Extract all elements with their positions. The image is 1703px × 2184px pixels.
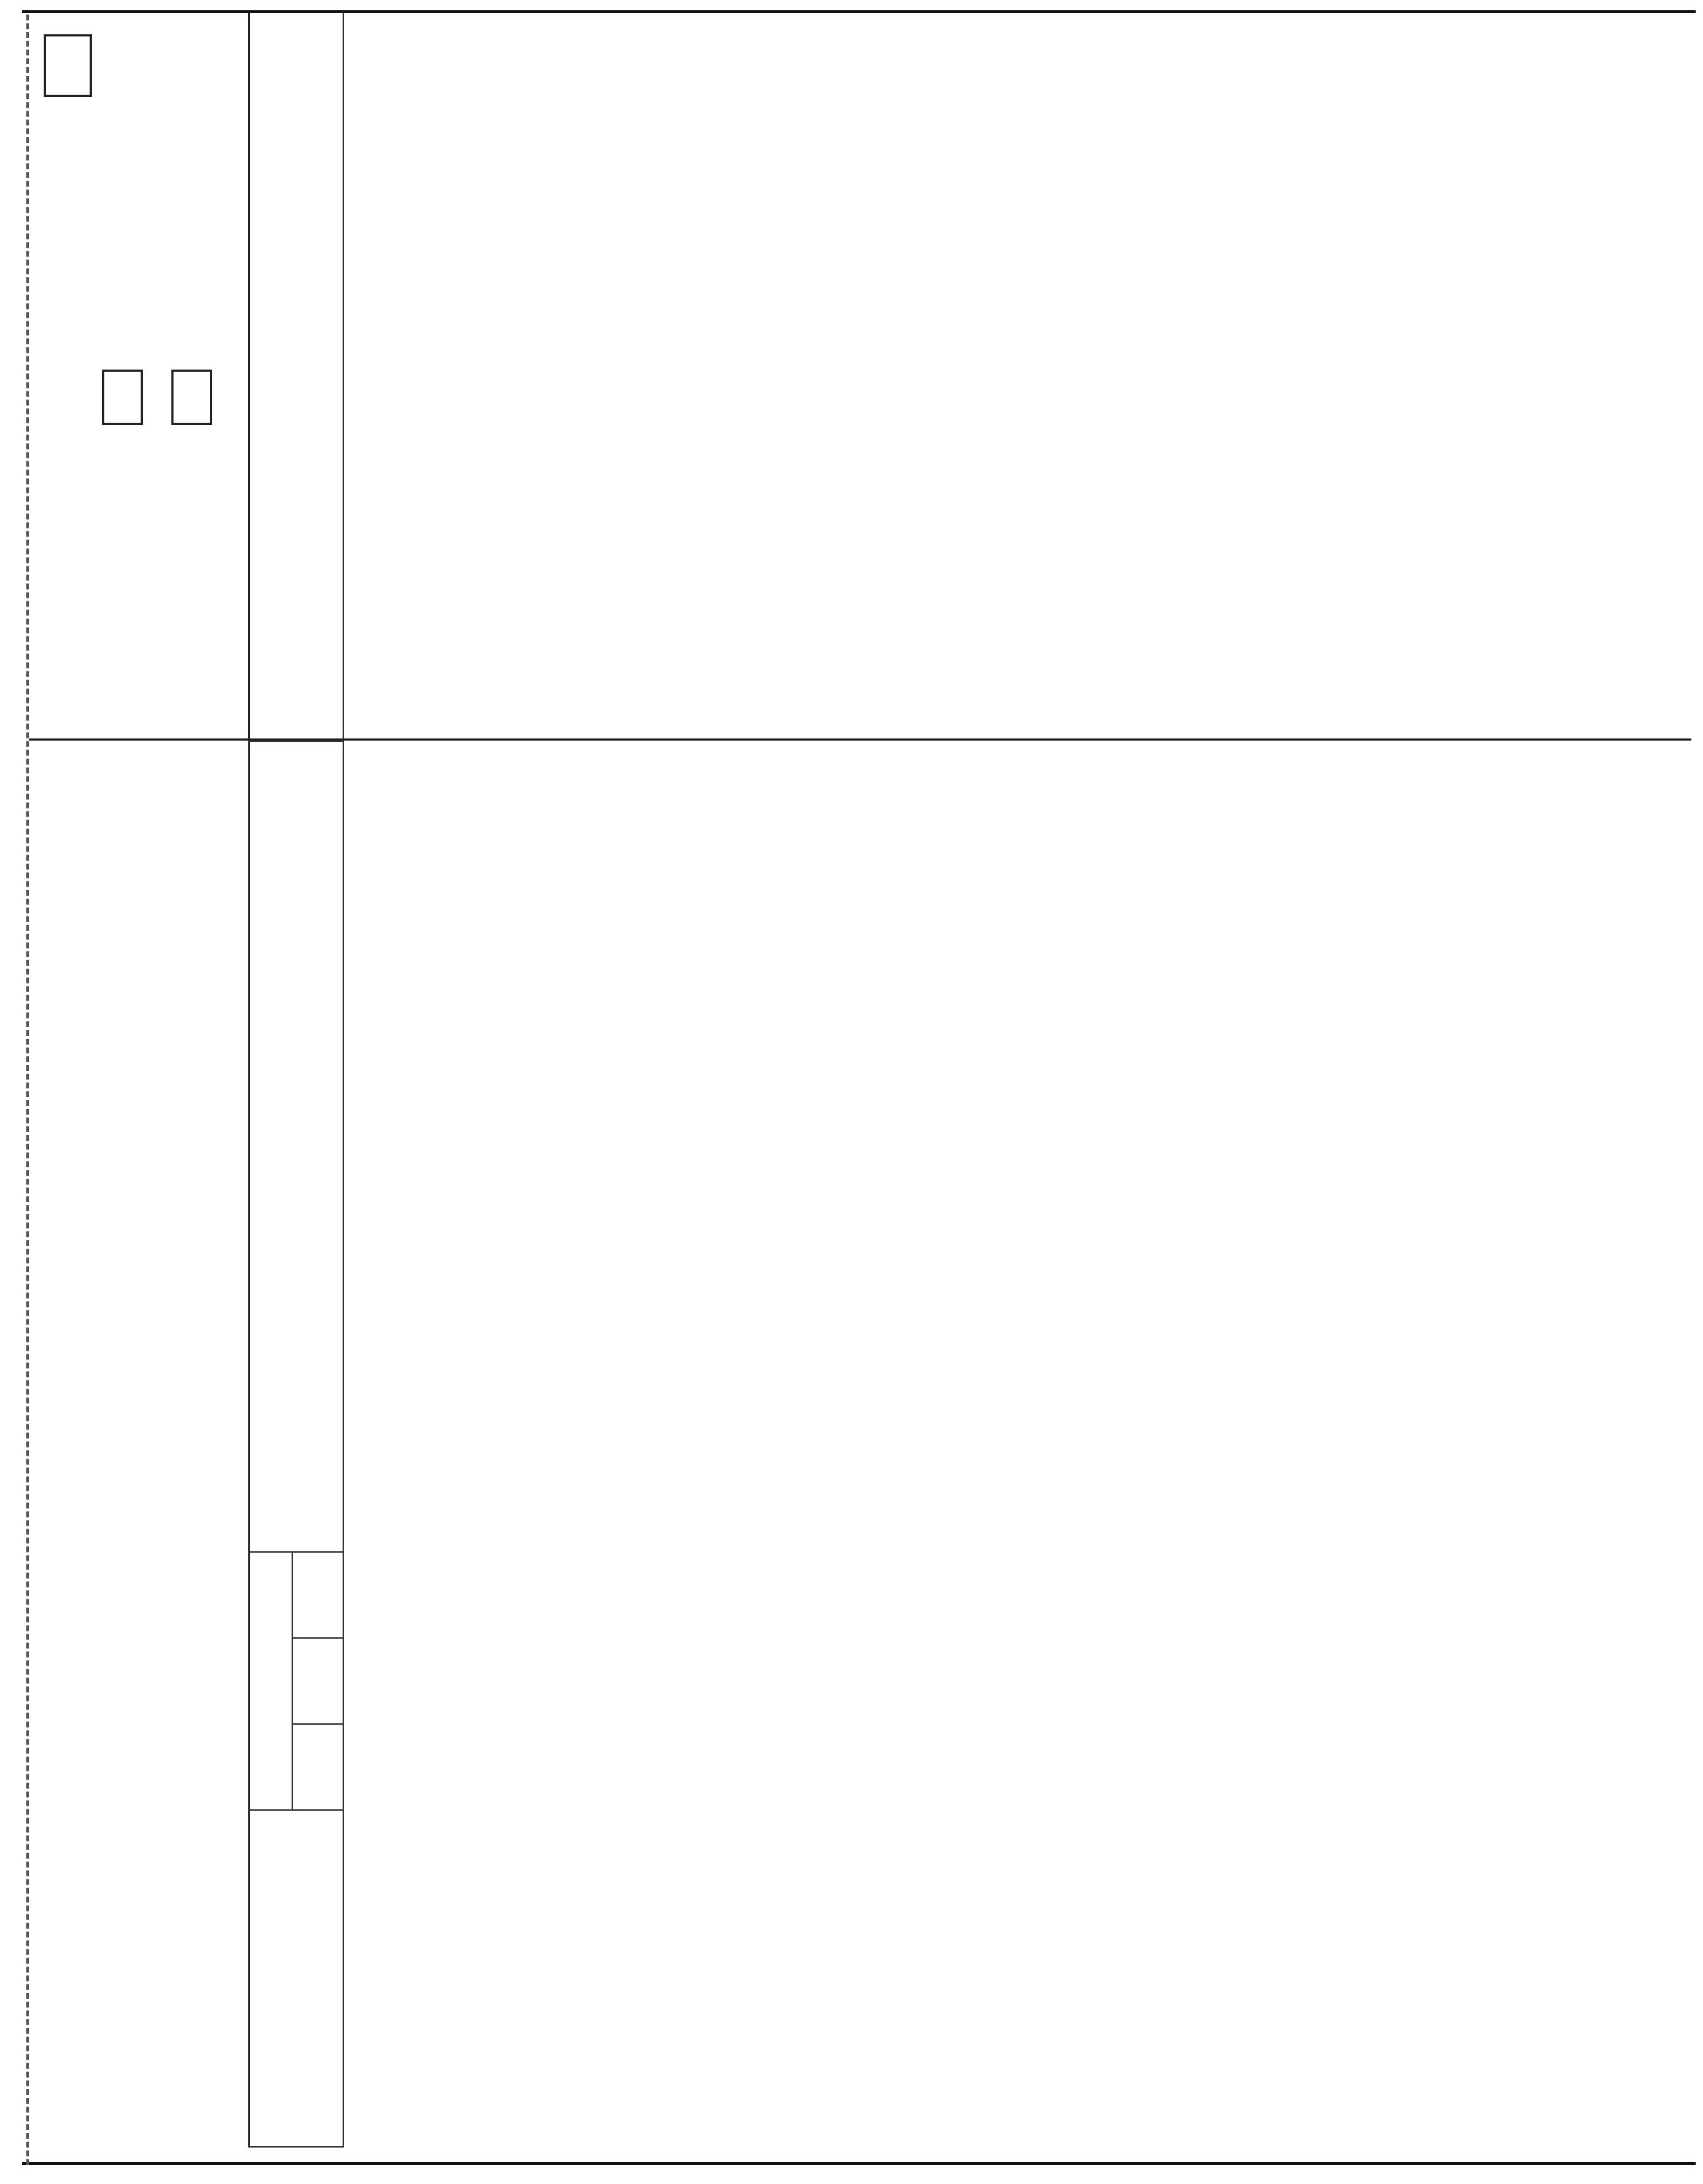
header-practicos [292,1552,343,1638]
optativas-table [248,741,344,2148]
header-descripcion [249,741,343,1552]
header-totales [292,1724,343,1810]
header-denominacion [249,1810,343,2147]
rotated-document-sheet [29,15,1691,2162]
ciclo-value-box[interactable] [102,370,143,425]
corner-box [44,34,92,97]
curso-value-box[interactable] [171,370,212,425]
header-teoricos [292,1638,343,1724]
header-vinculacion [248,12,344,738]
title-block [29,741,250,2148]
credits-totals-box [29,12,250,738]
header-creditos-anuales [249,1552,292,1810]
vinculacion-column [29,12,1691,741]
page-bottom-rule [22,2162,1696,2165]
